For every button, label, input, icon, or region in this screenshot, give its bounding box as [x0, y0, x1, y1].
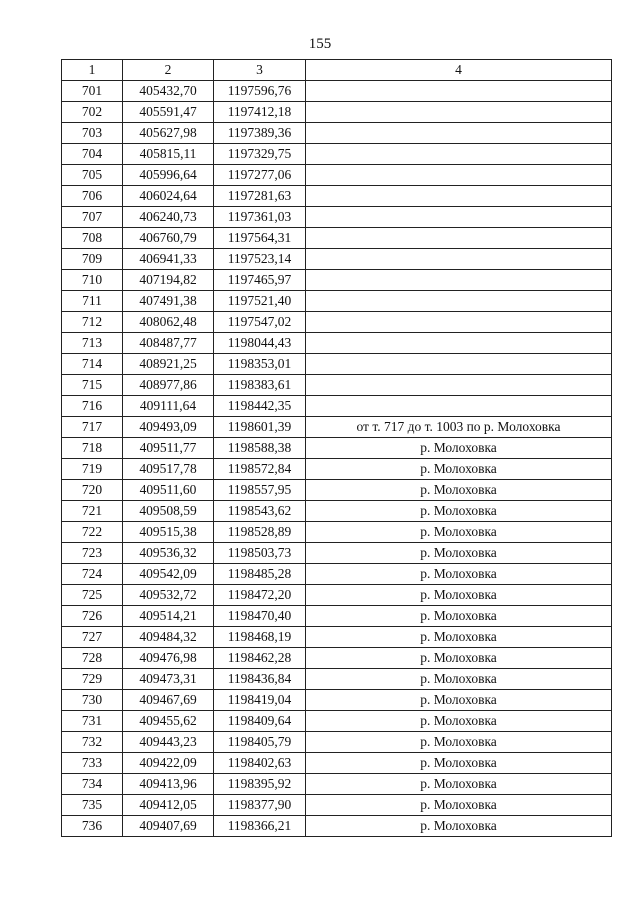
description-cell [306, 312, 612, 333]
table-row [62, 648, 612, 669]
description-cell: р. Молоховка [306, 606, 612, 627]
point-number-cell: 719 [62, 459, 123, 480]
column-header-2: 2 [123, 60, 214, 81]
coord-x-cell: 409511,77 [123, 438, 214, 459]
coord-y-cell: 1198419,04 [214, 690, 306, 711]
description-cell: р. Молоховка [306, 438, 612, 459]
coord-x-cell: 407194,82 [123, 270, 214, 291]
coord-y-cell: 1198528,89 [214, 522, 306, 543]
coord-y-cell: 1197521,40 [214, 291, 306, 312]
table-row [62, 480, 612, 501]
coord-x-cell: 406760,79 [123, 228, 214, 249]
point-number-cell: 706 [62, 186, 123, 207]
table-row [62, 543, 612, 564]
coord-y-cell: 1198485,28 [214, 564, 306, 585]
description-cell [306, 354, 612, 375]
description-cell: р. Молоховка [306, 648, 612, 669]
point-number-cell: 732 [62, 732, 123, 753]
coord-x-cell: 406024,64 [123, 186, 214, 207]
description-cell [306, 270, 612, 291]
coord-x-cell: 406941,33 [123, 249, 214, 270]
coord-x-cell: 409473,31 [123, 669, 214, 690]
coord-y-cell: 1198366,21 [214, 816, 306, 837]
coord-y-cell: 1198377,90 [214, 795, 306, 816]
coord-y-cell: 1198436,84 [214, 669, 306, 690]
point-number-cell: 701 [62, 81, 123, 102]
coord-y-cell: 1198395,92 [214, 774, 306, 795]
coord-x-cell: 409532,72 [123, 585, 214, 606]
coord-y-cell: 1198462,28 [214, 648, 306, 669]
point-number-cell: 728 [62, 648, 123, 669]
coord-y-cell: 1197277,06 [214, 165, 306, 186]
point-number-cell: 723 [62, 543, 123, 564]
coord-x-cell: 409111,64 [123, 396, 214, 417]
description-cell [306, 228, 612, 249]
description-cell: от т. 717 до т. 1003 по р. Молоховка [306, 417, 612, 438]
point-number-cell: 724 [62, 564, 123, 585]
point-number-cell: 725 [62, 585, 123, 606]
coord-x-cell: 409467,69 [123, 690, 214, 711]
description-cell: р. Молоховка [306, 501, 612, 522]
description-cell [306, 186, 612, 207]
coord-x-cell: 408487,77 [123, 333, 214, 354]
point-number-cell: 717 [62, 417, 123, 438]
point-number-cell: 711 [62, 291, 123, 312]
table-row [62, 144, 612, 165]
description-cell: р. Молоховка [306, 543, 612, 564]
coord-y-cell: 1197465,97 [214, 270, 306, 291]
coord-y-cell: 1197329,75 [214, 144, 306, 165]
coord-x-cell: 409542,09 [123, 564, 214, 585]
table-row [62, 375, 612, 396]
table-row [62, 417, 612, 438]
point-number-cell: 720 [62, 480, 123, 501]
description-cell: р. Молоховка [306, 564, 612, 585]
description-cell [306, 123, 612, 144]
coord-y-cell: 1197547,02 [214, 312, 306, 333]
coord-y-cell: 1198588,38 [214, 438, 306, 459]
coord-y-cell: 1197564,31 [214, 228, 306, 249]
coord-y-cell: 1198044,43 [214, 333, 306, 354]
table-row [62, 312, 612, 333]
point-number-cell: 727 [62, 627, 123, 648]
table-row [62, 690, 612, 711]
coord-x-cell: 409514,21 [123, 606, 214, 627]
coord-y-cell: 1197361,03 [214, 207, 306, 228]
point-number-cell: 733 [62, 753, 123, 774]
point-number-cell: 713 [62, 333, 123, 354]
column-header-1: 1 [62, 60, 123, 81]
coord-x-cell: 409413,96 [123, 774, 214, 795]
description-cell [306, 333, 612, 354]
table-row [62, 186, 612, 207]
table-row [62, 81, 612, 102]
point-number-cell: 702 [62, 102, 123, 123]
table-row [62, 816, 612, 837]
coord-y-cell: 1198543,62 [214, 501, 306, 522]
table-row [62, 102, 612, 123]
coord-y-cell: 1198402,63 [214, 753, 306, 774]
coord-x-cell: 409476,98 [123, 648, 214, 669]
coord-y-cell: 1198405,79 [214, 732, 306, 753]
column-header-3: 3 [214, 60, 306, 81]
description-cell [306, 102, 612, 123]
description-cell: р. Молоховка [306, 795, 612, 816]
coord-x-cell: 409407,69 [123, 816, 214, 837]
table-row [62, 207, 612, 228]
coord-x-cell: 409493,09 [123, 417, 214, 438]
coord-x-cell: 405591,47 [123, 102, 214, 123]
point-number-cell: 704 [62, 144, 123, 165]
coord-y-cell: 1197523,14 [214, 249, 306, 270]
description-cell: р. Молоховка [306, 774, 612, 795]
table-row [62, 249, 612, 270]
coord-y-cell: 1198442,35 [214, 396, 306, 417]
description-cell [306, 144, 612, 165]
coord-y-cell: 1198572,84 [214, 459, 306, 480]
table-row [62, 753, 612, 774]
description-cell: р. Молоховка [306, 459, 612, 480]
point-number-cell: 709 [62, 249, 123, 270]
point-number-cell: 715 [62, 375, 123, 396]
table-row [62, 774, 612, 795]
description-cell [306, 396, 612, 417]
coord-x-cell: 409508,59 [123, 501, 214, 522]
table-row [62, 585, 612, 606]
description-cell [306, 249, 612, 270]
table-row [62, 627, 612, 648]
table-row [62, 396, 612, 417]
description-cell: р. Молоховка [306, 753, 612, 774]
table-row [62, 438, 612, 459]
point-number-cell: 705 [62, 165, 123, 186]
coord-x-cell: 409517,78 [123, 459, 214, 480]
point-number-cell: 710 [62, 270, 123, 291]
description-cell [306, 291, 612, 312]
coord-y-cell: 1197412,18 [214, 102, 306, 123]
table-row [62, 123, 612, 144]
table-row [62, 669, 612, 690]
table-row [62, 606, 612, 627]
description-cell: р. Молоховка [306, 585, 612, 606]
coord-y-cell: 1197389,36 [214, 123, 306, 144]
coord-x-cell: 409515,38 [123, 522, 214, 543]
table-row [62, 270, 612, 291]
coord-y-cell: 1198409,64 [214, 711, 306, 732]
description-cell [306, 375, 612, 396]
coordinates-table [61, 59, 612, 837]
coord-x-cell: 408921,25 [123, 354, 214, 375]
table-row [62, 354, 612, 375]
page-number: 155 [308, 36, 332, 52]
point-number-cell: 722 [62, 522, 123, 543]
coord-x-cell: 408062,48 [123, 312, 214, 333]
table-row [62, 711, 612, 732]
coord-x-cell: 409422,09 [123, 753, 214, 774]
point-number-cell: 718 [62, 438, 123, 459]
coord-x-cell: 405996,64 [123, 165, 214, 186]
table-row [62, 228, 612, 249]
coord-y-cell: 1198383,61 [214, 375, 306, 396]
point-number-cell: 708 [62, 228, 123, 249]
description-cell [306, 165, 612, 186]
coord-x-cell: 409536,32 [123, 543, 214, 564]
description-cell: р. Молоховка [306, 522, 612, 543]
table-row [62, 291, 612, 312]
point-number-cell: 721 [62, 501, 123, 522]
coord-x-cell: 409412,05 [123, 795, 214, 816]
description-cell: р. Молоховка [306, 711, 612, 732]
column-header-4: 4 [306, 60, 612, 81]
point-number-cell: 707 [62, 207, 123, 228]
point-number-cell: 712 [62, 312, 123, 333]
description-cell: р. Молоховка [306, 816, 612, 837]
coord-y-cell: 1198503,73 [214, 543, 306, 564]
description-cell [306, 207, 612, 228]
coord-x-cell: 405627,98 [123, 123, 214, 144]
table-row [62, 333, 612, 354]
table-row [62, 564, 612, 585]
point-number-cell: 703 [62, 123, 123, 144]
coord-y-cell: 1197281,63 [214, 186, 306, 207]
coord-y-cell: 1198557,95 [214, 480, 306, 501]
description-cell: р. Молоховка [306, 669, 612, 690]
point-number-cell: 716 [62, 396, 123, 417]
table-row [62, 732, 612, 753]
table-row [62, 501, 612, 522]
coord-x-cell: 408977,86 [123, 375, 214, 396]
description-cell: р. Молоховка [306, 480, 612, 501]
coord-x-cell: 405432,70 [123, 81, 214, 102]
point-number-cell: 730 [62, 690, 123, 711]
coord-y-cell: 1198470,40 [214, 606, 306, 627]
table-row [62, 459, 612, 480]
table-body [62, 81, 612, 837]
coord-x-cell: 407491,38 [123, 291, 214, 312]
coord-x-cell: 406240,73 [123, 207, 214, 228]
coord-y-cell: 1198601,39 [214, 417, 306, 438]
coord-y-cell: 1197596,76 [214, 81, 306, 102]
coord-x-cell: 409455,62 [123, 711, 214, 732]
table-row [62, 165, 612, 186]
coord-x-cell: 409443,23 [123, 732, 214, 753]
description-cell: р. Молоховка [306, 732, 612, 753]
point-number-cell: 731 [62, 711, 123, 732]
table-row [62, 522, 612, 543]
coord-x-cell: 405815,11 [123, 144, 214, 165]
coord-x-cell: 409484,32 [123, 627, 214, 648]
point-number-cell: 729 [62, 669, 123, 690]
coord-y-cell: 1198468,19 [214, 627, 306, 648]
coord-x-cell: 409511,60 [123, 480, 214, 501]
coord-y-cell: 1198472,20 [214, 585, 306, 606]
point-number-cell: 726 [62, 606, 123, 627]
description-cell: р. Молоховка [306, 690, 612, 711]
description-cell: р. Молоховка [306, 627, 612, 648]
point-number-cell: 736 [62, 816, 123, 837]
table-header-row [62, 60, 612, 81]
point-number-cell: 735 [62, 795, 123, 816]
point-number-cell: 714 [62, 354, 123, 375]
coord-y-cell: 1198353,01 [214, 354, 306, 375]
description-cell [306, 81, 612, 102]
point-number-cell: 734 [62, 774, 123, 795]
table-row [62, 795, 612, 816]
